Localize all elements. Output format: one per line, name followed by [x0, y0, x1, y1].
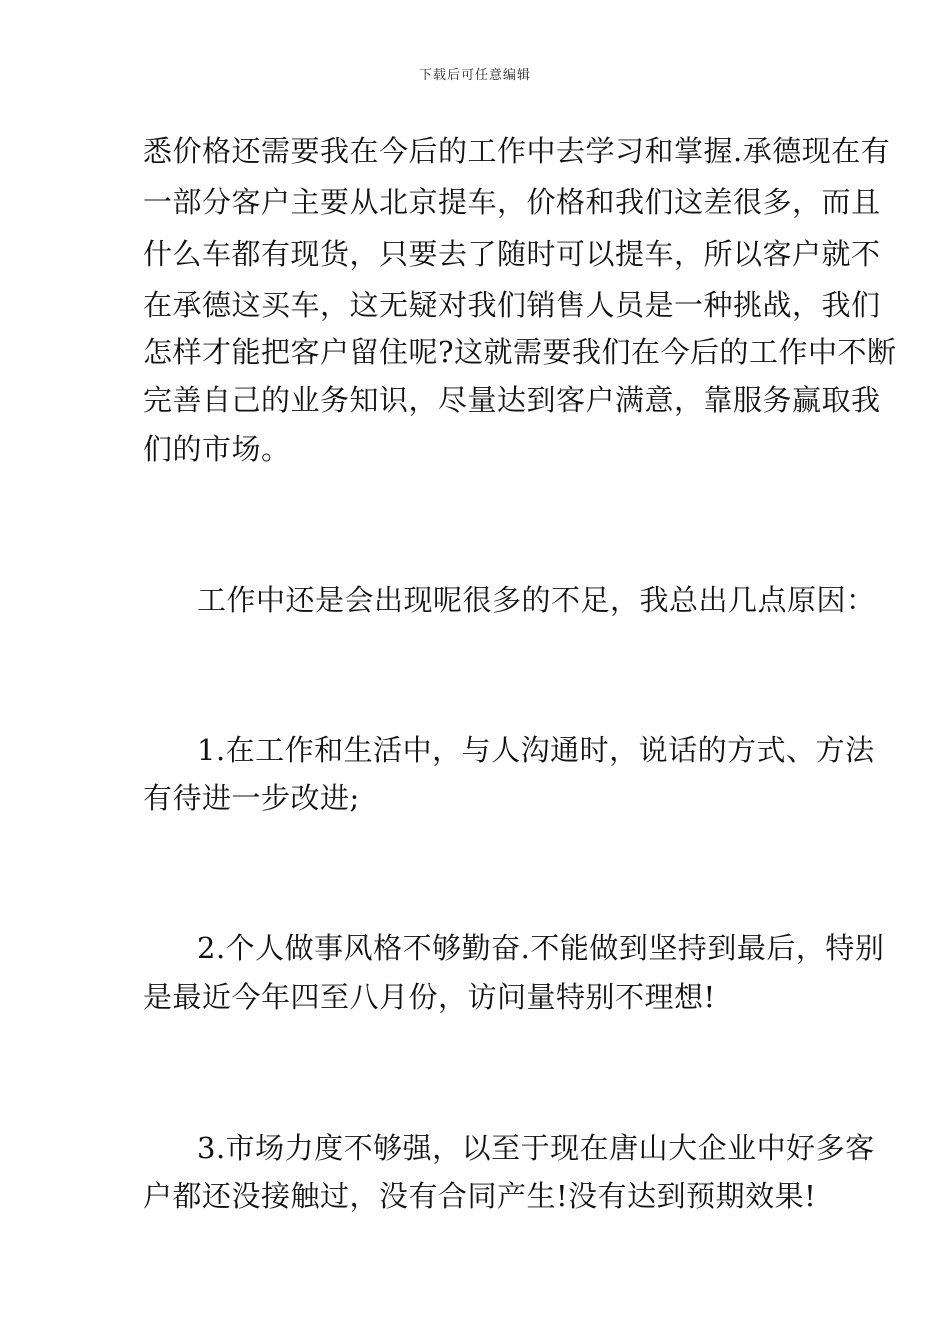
list-item-1-line-2: 有待进一步改进; — [143, 781, 360, 815]
paragraph-1-line-1: 悉价格还需要我在今后的工作中去学习和掌握.承德现在有 — [143, 134, 891, 168]
page-header: 下载后可任意编辑 — [418, 68, 531, 83]
paragraph-1-line-4: 在承德这买车，这无疑对我们销售人员是一种挑战，我们 — [143, 288, 881, 322]
paragraph-1-line-6: 完善自己的业务知识，尽量达到客户满意，靠服务赢取我 — [143, 383, 881, 417]
list-item-2-line-1: 2.个人做事风格不够勤奋.不能做到坚持到最后，特别 — [197, 931, 885, 965]
list-item-3-line-2: 户都还没接触过，没有合同产生!没有达到预期效果! — [143, 1179, 817, 1213]
list-item-1-line-1: 1.在工作和生活中，与人沟通时，说话的方式、方法 — [197, 733, 875, 767]
list-item-3-line-1: 3.市场力度不够强，以至于现在唐山大企业中好多客 — [197, 1131, 875, 1165]
paragraph-1-line-7: 们的市场。 — [143, 432, 291, 466]
paragraph-1-line-3: 什么车都有现货，只要去了随时可以提车，所以客户就不 — [143, 237, 881, 271]
paragraph-2-line-1: 工作中还是会出现呢很多的不足，我总出几点原因： — [197, 583, 876, 617]
paragraph-1-line-5: 怎样才能把客户留住呢?这就需要我们在今后的工作中不断 — [143, 335, 897, 369]
list-item-2-line-2: 是最近今年四至八月份，访问量特别不理想! — [143, 980, 716, 1014]
paragraph-1-line-2: 一部分客户主要从北京提车，价格和我们这差很多，而且 — [143, 185, 881, 219]
